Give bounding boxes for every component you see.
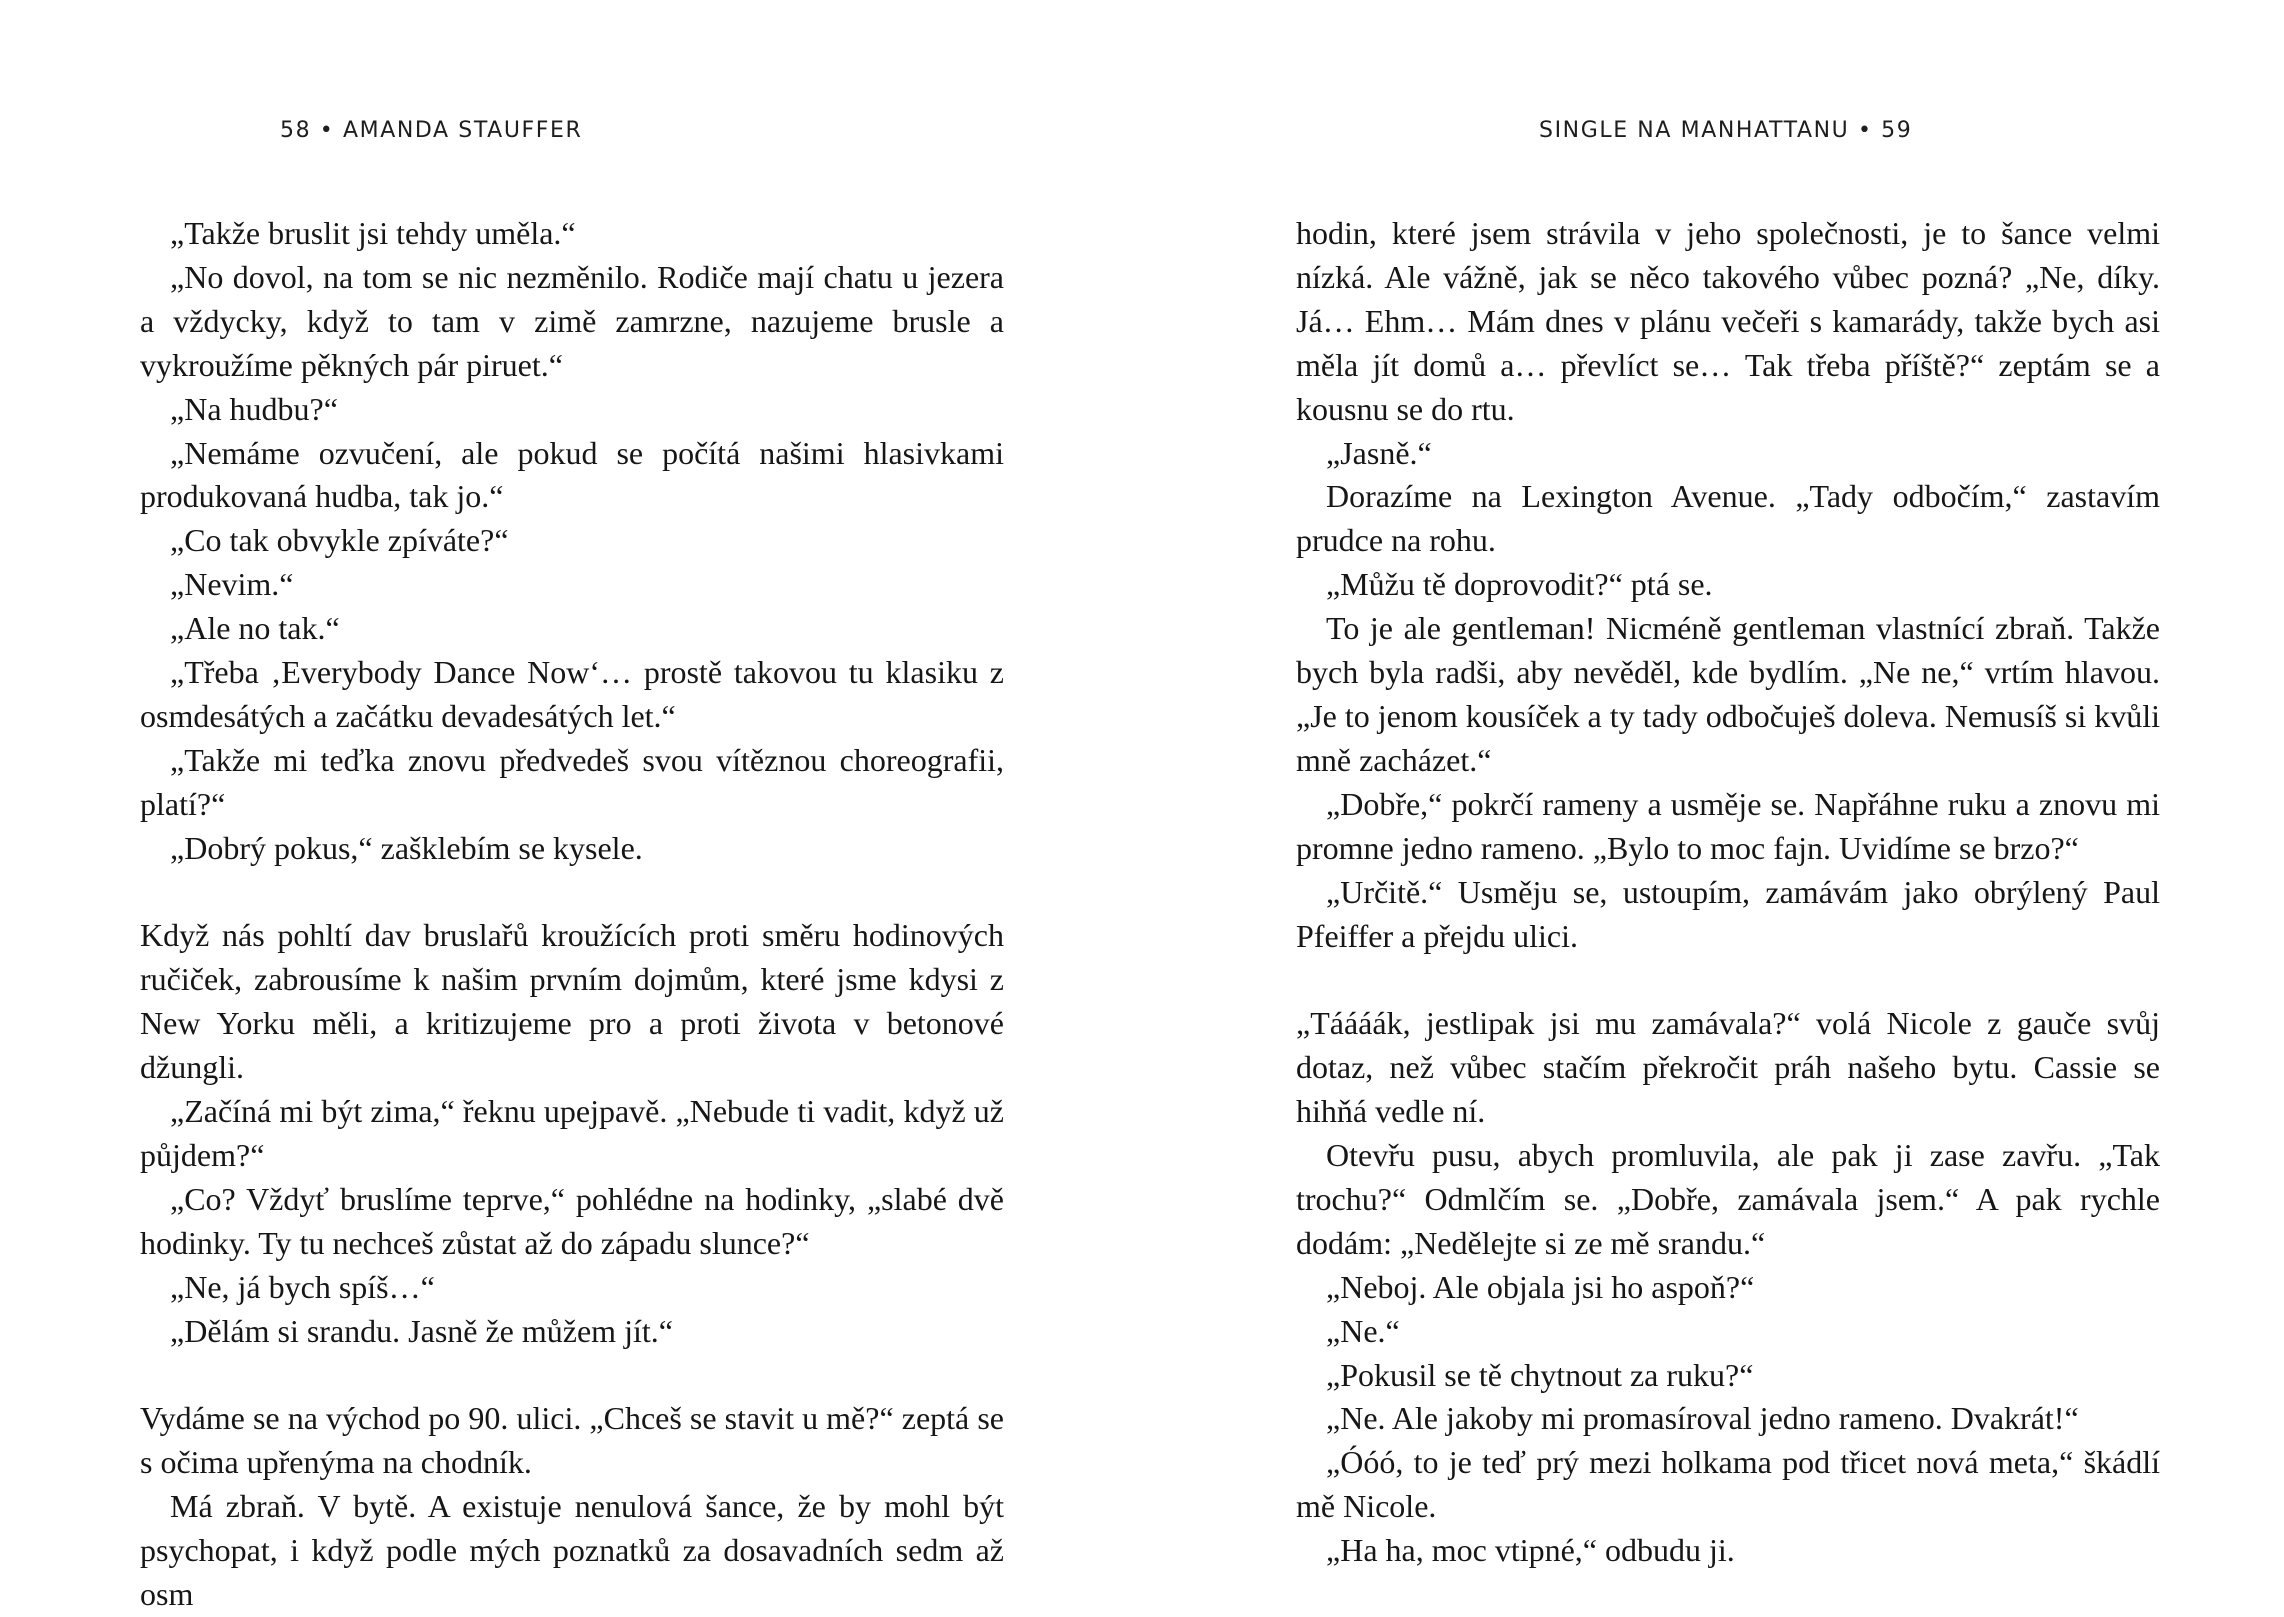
section-break xyxy=(140,871,1004,915)
paragraph: „Táááák, jestlipak jsi mu zamávala?“ volá Nicole z gauče svůj dotaz, než vůbec stačím překročit práh našeho bytu. Cassie se hihňá vedle ní. xyxy=(1296,1005,2160,1130)
running-header-right: SINGLE NA MANHATTANU • 59 xyxy=(1539,118,1913,143)
paragraph: Otevřu pusu, abych promluvila, ale pak ji zase zavřu. „Tak trochu?“ Odmlčím se. „Dobře, zamávala jsem.“ A pak rychle dodám: „Nedělejte si ze mě srandu.“ xyxy=(1296,1137,2160,1261)
paragraph: „Neboj. Ale objala jsi ho aspoň?“ xyxy=(1326,1268,1755,1305)
paragraph: „Ne. Ale jakoby mi promasíroval jedno rameno. Dvakrát!“ xyxy=(1326,1400,2079,1437)
paragraph: Vydáme se na východ po 90. ulici. „Chceš se stavit u mě?“ zeptá se s očima upřenýma na chodník. xyxy=(140,1400,1004,1481)
paragraph: „Dobrý pokus,“ zašklebím se kysele. xyxy=(170,829,643,866)
paragraph: „Co tak obvykle zpíváte?“ xyxy=(170,522,509,559)
paragraph: Když nás pohltí dav bruslařů kroužících proti směru hodinových ručiček, zabrousíme k našim prvním dojmům, které jsme kdysi z New Yorku měli, a kritizujeme pro a proti života v betonové džungli. xyxy=(140,917,1004,1086)
paragraph: hodin, které jsem strávila v jeho společnosti, je to šance velmi nízká. Ale vážně, jak se něco takového vůbec pozná? „Ne, díky. Já… Ehm… Mám dnes v plánu večeři s kamarády, takže bych asi měla jít domů a… převlíct se… Tak třeba příště?“ zeptám se a kousnu se do rtu. xyxy=(1296,215,2160,427)
right-page-body xyxy=(1296,212,2160,1573)
paragraph: „Jasně.“ xyxy=(1326,434,1432,471)
paragraph: „Óóó, to je teď prý mezi holkama pod třicet nová meta,“ škádlí mě Nicole. xyxy=(1296,1444,2160,1525)
section-break xyxy=(140,1354,1004,1398)
paragraph: „Ha ha, moc vtipné,“ odbudu ji. xyxy=(1326,1532,1735,1569)
paragraph: Má zbraň. V bytě. A existuje nenulová šance, že by mohl být psychopat, i když podle mých poznatků za dosavadních sedm až osm xyxy=(140,1488,1004,1613)
paragraph: „Určitě.“ Usměju se, ustoupím, zamávám jako obrýlený Paul Pfeiffer a přejdu ulici. xyxy=(1296,873,2160,954)
paragraph: „Nemáme ozvučení, ale pokud se počítá našimi hlasivkami produkovaná hudba, tak jo.“ xyxy=(140,434,1004,515)
paragraph: „Dobře,“ pokrčí rameny a usměje se. Napřáhne ruku a znovu mi promne jedno rameno. „Bylo to moc fajn. Uvidíme se brzo?“ xyxy=(1296,785,2160,866)
paragraph: „Můžu tě doprovodit?“ ptá se. xyxy=(1326,566,1713,603)
section-break xyxy=(1296,958,2160,1002)
paragraph: „Pokusil se tě chytnout za ruku?“ xyxy=(1326,1356,1754,1393)
paragraph: „Začíná mi být zima,“ řeknu upejpavě. „Nebude ti vadit, když už půjdem?“ xyxy=(140,1093,1004,1174)
paragraph: „Takže mi teďka znovu předvedeš svou vítěznou choreografii, platí?“ xyxy=(140,741,1004,822)
paragraph: „Na hudbu?“ xyxy=(170,390,338,427)
paragraph: „Ne.“ xyxy=(1326,1312,1400,1349)
paragraph: To je ale gentleman! Nicméně gentleman vlastnící zbraň. Takže bych byla radši, aby nevěděl, kde bydlím. „Ne ne,“ vrtím hlavou. „Je to jenom kousíček a ty tady odbočuješ doleva. Nemusíš si kvůli mně zacházet.“ xyxy=(1296,610,2160,778)
paragraph: „Takže bruslit jsi tehdy uměla.“ xyxy=(170,215,576,251)
paragraph: „Ne, já bych spíš…“ xyxy=(170,1268,435,1305)
paragraph: „Co? Vždyť bruslíme teprve,“ pohlédne na hodinky, „slabé dvě hodinky. Ty tu nechceš zůstat až do západu slunce?“ xyxy=(140,1180,1004,1261)
paragraph: „No dovol, na tom se nic nezměnilo. Rodiče mají chatu u jezera a vždycky, když to tam v zimě zamrzne, nazujeme brusle a vykroužíme pěkných pár piruet.“ xyxy=(140,258,1004,383)
paragraph: „Ale no tak.“ xyxy=(170,610,340,647)
paragraph: „Nevim.“ xyxy=(170,566,294,603)
paragraph: „Třeba ‚Everybody Dance Now‘… prostě takovou tu klasiku z osmdesátých a začátku devadesátých let.“ xyxy=(140,654,1004,734)
paragraph: „Dělám si srandu. Jasně že můžem jít.“ xyxy=(170,1312,673,1349)
left-page-body xyxy=(140,212,1004,1617)
running-header-left: 58 • AMANDA STAUFFER xyxy=(280,118,583,143)
paragraph: Dorazíme na Lexington Avenue. „Tady odbočím,“ zastavím prudce na rohu. xyxy=(1296,478,2160,559)
